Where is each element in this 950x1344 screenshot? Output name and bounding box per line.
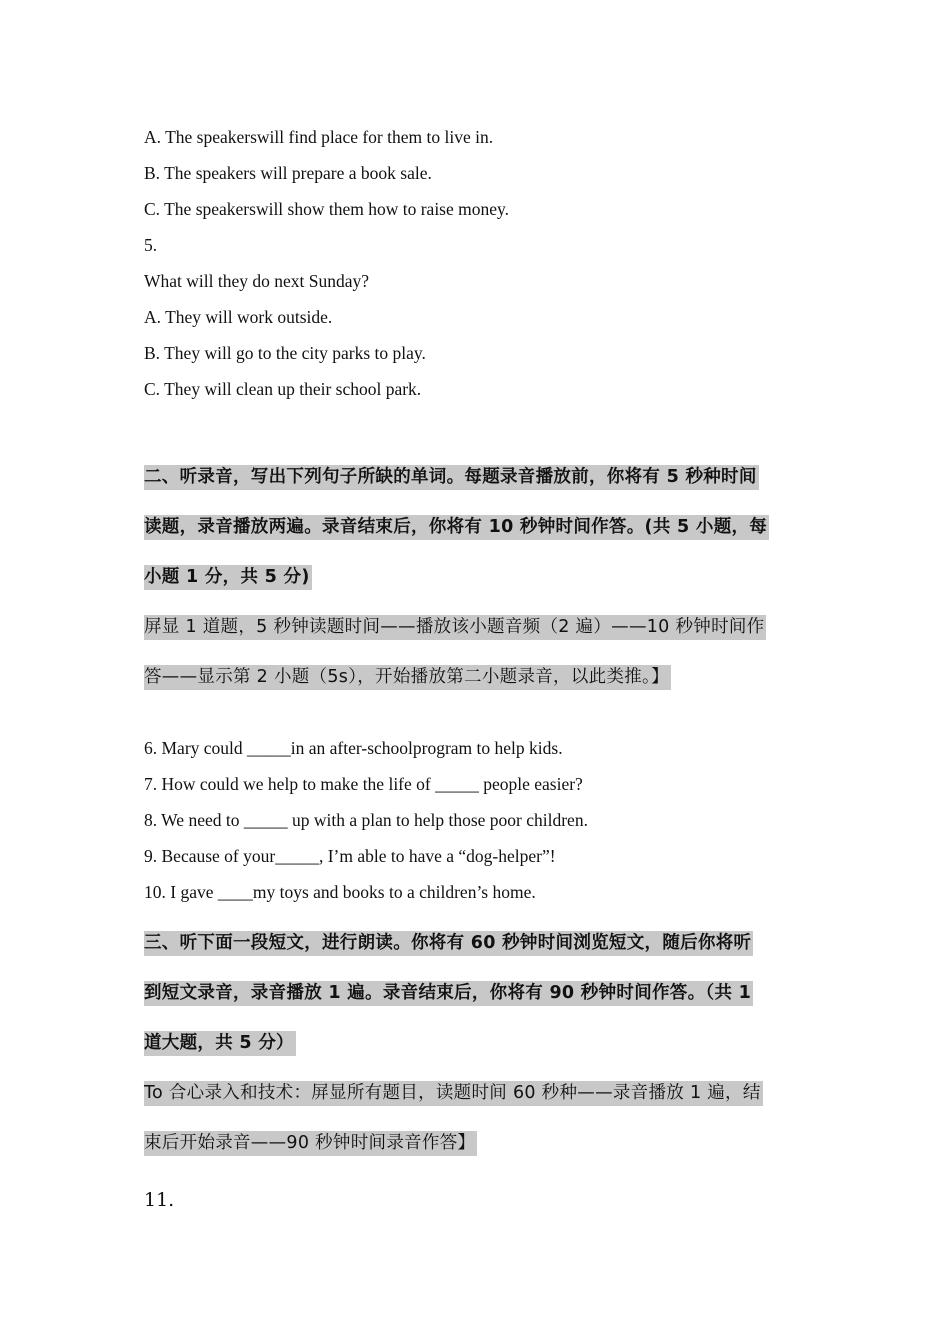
section2-heading-line-3: 小题 1 分，共 5 分) <box>144 563 312 588</box>
q5-option-a: A. They will work outside. <box>144 307 333 327</box>
section3-note-line-2: 束后开始录音——90 秒钟时间录音作答】 <box>144 1129 477 1154</box>
question-9: 9. Because of your_____, I’m able to have a “dog-helper”! <box>144 846 556 866</box>
q4-option-a: A. The speakerswill find place for them to live in. <box>144 127 494 147</box>
question-11-label: 11. <box>144 1189 175 1211</box>
question-10: 10. I gave ____my toys and books to a children’s home. <box>144 882 536 902</box>
section3-note-line-1: To 合心录入和技术：屏显所有题目，读题时间 60 秒种——录音播放 1 遍，结 <box>144 1079 763 1104</box>
section2-note-line-1: 屏显 1 道题，5 秒钟读题时间——播放该小题音频（2 遍）——10 秒钟时间作 <box>144 613 766 638</box>
section3-heading-line-2: 到短文录音，录音播放 1 遍。录音结束后，你将有 90 秒钟时间作答。（共 1 <box>144 979 753 1004</box>
section3-heading-line-1: 三、听下面一段短文，进行朗读。你将有 60 秒钟时间浏览短文，随后你将听 <box>144 929 753 954</box>
section2-heading-line-2: 读题，录音播放两遍。录音结束后，你将有 10 秒钟时间作答。(共 5 小题，每 <box>144 513 769 538</box>
question-6: 6. Mary could _____in an after-schoolprogram to help kids. <box>144 738 563 758</box>
question-8: 8. We need to _____ up with a plan to help those poor children. <box>144 810 588 830</box>
q5-option-b: B. They will go to the city parks to play. <box>144 343 426 363</box>
section2-note-line-2: 答——显示第 2 小题（5s），开始播放第二小题录音，以此类推。】 <box>144 663 671 688</box>
q5-number: 5. <box>144 235 158 255</box>
section3-heading-line-3: 道大题，共 5 分） <box>144 1029 296 1054</box>
q4-option-b: B. The speakers will prepare a book sale. <box>144 163 432 183</box>
question-7: 7. How could we help to make the life of _____ people easier? <box>144 774 583 794</box>
q5-question: What will they do next Sunday? <box>144 271 370 291</box>
q5-option-c: C. They will clean up their school park. <box>144 379 422 399</box>
q4-option-c: C. The speakerswill show them how to raise money. <box>144 199 510 219</box>
section2-heading-line-1: 二、听录音，写出下列句子所缺的单词。每题录音播放前，你将有 5 秒种时间 <box>144 463 759 488</box>
